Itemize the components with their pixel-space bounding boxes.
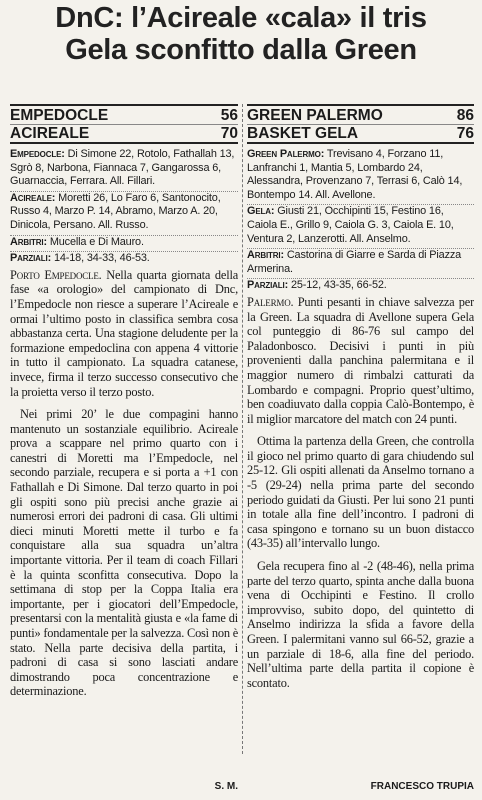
article-empedocle-acireale (10, 104, 238, 794)
dateline: Porto Empedocle. (10, 267, 102, 282)
scoreboard (10, 104, 238, 144)
info-text: Di Simone 22, Rotolo, Fathallah 13, Sgrò 8, Narbona, Fiannaca 7, Gangarossa 6, Guarnaccia, Ferrara. All. Fillari. (10, 148, 235, 188)
team-score: 76 (456, 125, 474, 142)
score-row-away (10, 124, 238, 142)
headline (0, 0, 482, 66)
dateline: Palermo. (247, 294, 294, 309)
info-label: Green Palermo: (247, 148, 325, 160)
lineup-away (247, 205, 474, 249)
team-name: GREEN PALERMO (247, 107, 383, 124)
column-divider (242, 104, 244, 754)
referees (247, 249, 474, 279)
paragraph: Palermo. Punti pesanti in chiave salvezza per la Green. La squadra di Avellone supera Gela col punteggio di 86-76 sul campo del Paladonbosco. Decisivi i punti in più provenienti dalla panchina palermitana e il maggior numero di rimbalzi catturati da Lombardo e compagni. Proprio quest’ultimo, ben coadiuvato dalla coppia Calò-Bontempo, è il miglior marcatore del match con 24 punti. (247, 294, 474, 426)
info-label: Empedocle: (10, 148, 65, 160)
info-label: Gela: (247, 205, 275, 218)
info-label: Parziali: (10, 252, 52, 265)
info-label: Acireale: (10, 191, 56, 204)
partial-scores (247, 279, 474, 295)
info-text: Giusti 21, Occhipinti 15, Festino 16, Caiola E., Grillo 9, Caiola G. 3, Caiola E. 10, Ventura 2, Lanzerotti. All. Anselmo. (247, 205, 454, 245)
info-label: Parziali: (247, 279, 289, 292)
headline-line-1: DnC: l’Acireale «cala» il tris (55, 2, 427, 34)
score-row-away (247, 124, 474, 142)
lineup-home (10, 148, 238, 192)
lineup-away (10, 192, 238, 236)
info-text: 14-18, 34-33, 46-53. (51, 252, 150, 265)
score-row-home (247, 107, 474, 124)
paragraph: Ottima la partenza della Green, che controlla il gioco nel primo quarto di gara chiudendo sul 25-12. Gli ospiti allenati da Anselmo tornano a -5 (29-24) nella prima parte del secondo periodo guidati da Giusti. Per lui sono 21 punti in totale alla fine dell’incontro. I padroni di casa spingono e tornano su un buon distacco (43-35) all’intervallo lungo. (247, 434, 474, 551)
paragraph: Nei primi 20’ le due compagini hanno mantenuto un sostanziale equilibrio. Acireale prova a scappare nel primo quarto con i canestri di Moretti ma l’Empedocle, nel secondo parziale, recupera e si porta a +1 con Fathallah e Di Simone. Dal terzo quarto in poi gli ospiti sono più precisi anche grazie ai numerosi errori dei padroni di casa. Gli ultimi dieci minuti Moretti mette il turbo e fa conquistare alla sua squadra un’altra importante vittoria. Per il team di coach Fillari è la quinta sconfitta consecutiva. Dopo la settimana di stop per la Coppa Italia era importante, per i giocatori dell’Empedocle, presentarsi con la mentalità giusta e «la fame di punti» fondamentale per la salvezza. Così non è stato. Nella parte decisiva della partita, i padroni di casa si sono lasciati andare dimostrando poca concentrazione e determinazione. (10, 407, 238, 699)
article-green-gela (247, 104, 474, 794)
paragraph: Gela recupera fino al -2 (48-46), nella prima parte del terzo quarto, spinta anche dalla buona vena di Occhipinti e Festino. Il crollo improvviso, subito dopo, del quintetto di Anselmo indirizza la sfida a favore della Green. I palermitani vanno sul 66-52, grazie a un parziale di 18-6, alla fine del periodo. Nell’ultima parte della partita il copione è scontato. (247, 559, 474, 690)
headline-line-2: Gela sconfitto dalla Green (65, 34, 417, 66)
author-signature: S. M. (214, 781, 238, 792)
referees (10, 236, 238, 253)
paragraph: Porto Empedocle. Nella quarta giornata della fase «a orologio» del campionato di Dnc, l’Empedocle non riesce a superare l’Acireale e ormai l’ultimo posto in classifica sembra cosa abbastanza certa. Una stagione deludente per la formazione empedoclina con appena 4 vittorie in tutto il campionato. La squadra catanese, invece, firma il terzo successo consecutivo che la proietta verso il terzo posto. (10, 267, 238, 399)
article-body (247, 295, 474, 690)
info-text: Mucella e Di Mauro. (46, 235, 144, 248)
info-text: 25-12, 43-35, 66-52. (288, 279, 387, 292)
team-score: 70 (220, 125, 238, 142)
article-body (10, 268, 238, 699)
lineup-home (247, 148, 474, 205)
author-signature: FRANCESCO TRUPIA (370, 781, 474, 792)
article-columns (10, 104, 474, 794)
team-score: 86 (456, 107, 474, 124)
info-text: Castorina di Giarre e Sarda di Piazza Armerina. (247, 249, 462, 275)
info-text: Trevisano 4, Forzano 11, Lanfranchi 1, Mantia 5, Lombardo 24, Alessandra, Provenzano 7, Terrasi 6, Calò 14, Bontempo 14. All. Avellone. (247, 148, 463, 201)
team-name: ACIREALE (10, 125, 90, 142)
team-name: EMPEDOCLE (10, 107, 109, 124)
info-text: Moretti 26, Lo Faro 6, Santonocito, Russo 4, Marzo P. 14, Abramo, Marzo A. 20, Dinicola, Persano. All. Russo. (10, 191, 221, 231)
team-name: BASKET GELA (247, 125, 359, 142)
info-label: Arbitri: (247, 249, 284, 262)
team-score: 56 (220, 107, 238, 124)
partial-scores (10, 252, 238, 268)
scoreboard (247, 104, 474, 144)
score-row-home (10, 107, 238, 124)
info-label: Arbitri: (10, 235, 47, 248)
